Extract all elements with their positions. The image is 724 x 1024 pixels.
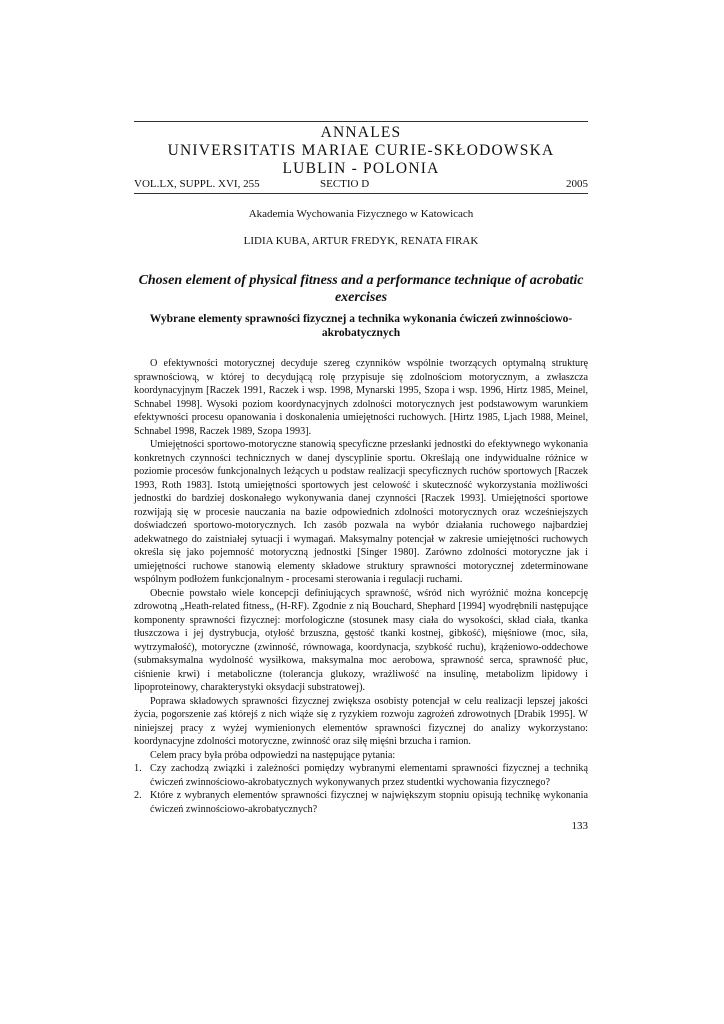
volume-number: VOL.LX, SUPPL. XVI, 255 bbox=[134, 178, 260, 190]
paragraph: Obecnie powstało wiele koncepcji definiujących sprawność, wśród nich wyróżnić można koncepcję zdrowotną „Heath-related fitness„ (H-RF). Zgodnie z nią Bouchard, Shephard [1994] wyodrębnili następujące komponenty sprawności fizycznej: morfologiczne (stosunek masy ciała do wysokości, skład ciała, tkanka tłuszczowa i jej dystrybucja, otyłość brzuszna, gęstość tkanki kostnej, gibkość), mięśniowe (moc, siła, wytrzymałość), motoryczne (zwinność, równowaga, koordynacja, szybkość ruchu), krążeniowo-oddechowe (submaksymalna wydolność wysiłkowa, maksymalna moc aerobowa, sprawność serca, sprawność płuc, ciśnienie krwi) i metaboliczne (tolerancja glukozy, wrażliwość na insulinę, metabolizm lipidowy i lipoproteinowy, charakterystyki oksydacji substratowej). bbox=[134, 587, 588, 693]
list-number: 2. bbox=[134, 790, 142, 801]
volume-line bbox=[134, 178, 588, 192]
list-text: Które z wybranych elementów sprawności fizycznej w największym stopniu opisują technikę wykonania ćwiczeń zwinnościowo-akrobatycznych? bbox=[150, 790, 588, 815]
list-item bbox=[134, 789, 588, 816]
paragraph: Umiejętności sportowo-motoryczne stanowią specyficzne przesłanki jednostki do efektywnego wykonania konkretnych czynności technicznych w danej dyscyplinie sportu. Określają one indywidualne różnice w poziomie procesów funkcjonalnych leżących u podstaw realizacji specyficznych ruchów sportowych [Raczek 1993, Roth 1983]. Istotą umiejętności sportowych jest celowość i skuteczność wykorzystania możliwości jednostki do bardziej doskonałego wykonywania danej czynności [Raczek 1993]. Umiejętności sportowe rozwijają się w procesie nauczania na bazie odpowiednich zdolności motorycznych oraz wcześniejszych doświadczeń sportowo-motorycznych. Ich zasób pozwala na wybór działania ruchowego najbardziej adekwatnego do zaistniałej sytuacji i wymagań. Maksymalny potencjał w zakresie umiejętności ruchowych określa się jako pojemność motoryczną jednostki [Singer 1980]. Zarówno zdolności motoryczne jak i umiejętności ruchowe stanowią elementy składowe struktury sprawności motorycznej zdeterminowane wspólnym podłożem funkcjonalnym - procesami sterowania i regulacji ruchami. bbox=[134, 439, 588, 585]
paragraph: Celem pracy była próba odpowiedzi na następujące pytania: bbox=[150, 749, 396, 761]
paragraph: O efektywności motorycznej decyduje szereg czynników wspólnie tworzących optymalną strukturę sprawnościową, w której to decydującą rolę przypisuje się zdolnościom motorycznym, a zwłaszcza koordynacyjnym [Raczek 1991, Raczek i wsp. 1998, Mynarski 1995, Szopa i wsp. 1996, Hirtz 1985, Meinel, Schnabel 1998]. Wysoki poziom koordynacyjnych zdolności motorycznych jest podstawowym warunkiem efektywności procesu opanowania i doskonalenia umiejętności ruchowych. [Hirtz 1985, Ljach 1988, Meinel, Schnabel 1998, Raczek 1989, Szopa 1993]. bbox=[134, 358, 588, 437]
authors: LIDIA KUBA, ARTUR FREDYK, RENATA FIRAK bbox=[243, 235, 479, 247]
article-title-polish: Wybrane elementy sprawności fizycznej a technika wykonania ćwiczeń zwinnościowo-akrobatycznych bbox=[149, 313, 573, 339]
institution: Akademia Wychowania Fizycznego w Katowicach bbox=[248, 208, 474, 220]
university-name: UNIVERSITATIS MARIAE CURIE-SKŁODOWSKA bbox=[167, 142, 555, 159]
page-number: 133 bbox=[571, 820, 588, 832]
top-rule bbox=[134, 121, 588, 122]
paragraph: Poprawa składowych sprawności fizycznej zwiększa osobisty potencjał w celu realizacji lepszej jakości życia, pogorszenie zaś którejś z nich wiąże się z ryzykiem rozwoju zagrożeń zdrowotnych [Drabik 1995]. W niniejszej pracy z wyżej wymienionych elementów sprawności fizycznej do analizy wykorzystano: koordynacyjne zdolności motoryczne, zwinność oraz siłę mięśni brzucha i ramion. bbox=[134, 695, 588, 747]
list-number: 1. bbox=[134, 763, 142, 774]
journal-name: ANNALES bbox=[320, 124, 402, 141]
article-title-english: Chosen element of physical fitness and a performance technique of acrobatic exercises bbox=[138, 273, 584, 305]
city-country: LUBLIN - POLONIA bbox=[282, 160, 440, 177]
research-questions bbox=[134, 762, 588, 816]
list-item bbox=[134, 762, 588, 789]
list-text: Czy zachodzą związki i zależności pomiędzy wybranymi elementami sprawności fizycznej a techniką ćwiczeń zwinnościowo-akrobatycznych wykonywanych przez studentki wychowania fizycznego? bbox=[150, 763, 588, 788]
bottom-rule bbox=[134, 193, 588, 194]
publication-year: 2005 bbox=[566, 178, 588, 190]
section-name: SECTIO D bbox=[320, 178, 370, 190]
article-body bbox=[134, 357, 588, 816]
